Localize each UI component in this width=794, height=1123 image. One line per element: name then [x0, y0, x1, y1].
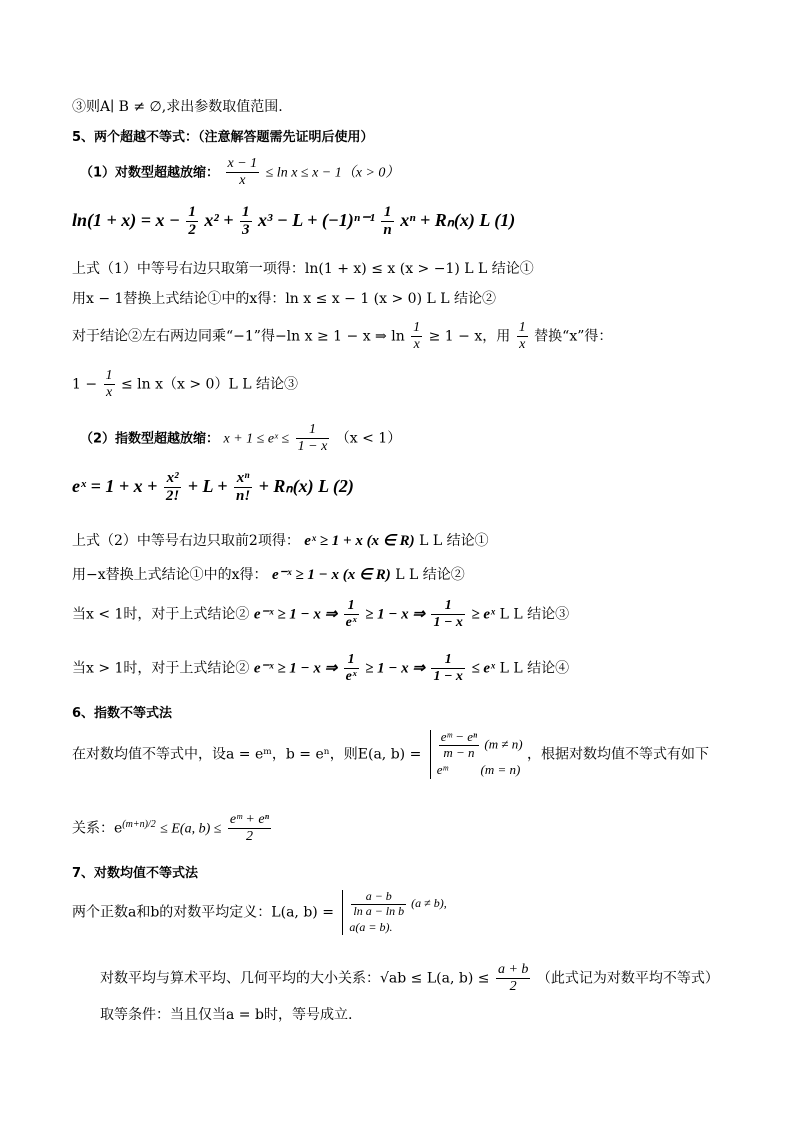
text-line: 上式（2）中等号右边只取前2项得： eˣ ≥ 1 + x (x ∈ R) L L 结论①: [72, 533, 489, 549]
text-line: 在对数均值不等式中，设a = eᵐ，b = eⁿ，则E(a, b) = $\frac{\text{eᵐ − eⁿ}}{m - n}$ (m ≠ n) eᵐ (m = n) ，根据对数均值不等式有如下: [72, 730, 709, 779]
text-line: 对于结论②左右两边同乘“−1”得−ln x ≥ 1 − x ⇒ ln $\frac{1}{x}$ ≥ 1 − x，用 $\frac{1}{x}$ 替换“x”得：: [72, 320, 613, 353]
subsection-1: [80, 156, 399, 189]
piecewise: $\frac{a - b}{\text{ln a − ln b}}$ (a ≠ b), a(a = b).: [342, 890, 446, 935]
fraction: $\frac{x - 1}{x}$: [227, 156, 258, 189]
text-line: 用x − 1替换上式结论①中的x得：ln x ≤ x − 1 (x > 0) L L 结论②: [72, 291, 496, 307]
section-heading-6: 6、指数不等式法: [72, 706, 173, 721]
equation-1: ln(1 + x) = x − $\frac{1}{2}$ x² + $\frac{1}{3}$ x³ − L + (−1)ⁿ⁻¹ $\frac{1}{n}$ xⁿ + Rₙ(x) L (1): [72, 204, 516, 239]
equation-2: eˣ = 1 + x + $\frac{\text{x²}}{2!}$ + L + $\frac{\text{xⁿ}}{n!}$ + Rₙ(x) L (2): [72, 470, 354, 505]
section-heading-7: 7、对数均值不等式法: [72, 866, 199, 881]
text-line: 当x < 1时，对于上式结论② e⁻ˣ ≥ 1 − x ⇒ $\frac{1}{\text{eˣ}}$ ≥ 1 − x ⇒ $\frac{1}{1 - x}$ ≥ eˣ L L 结论③: [72, 598, 570, 631]
text-line: 用−x替换上式结论①中的x得： e⁻ˣ ≥ 1 − x (x ∈ R) L L 结论②: [72, 567, 465, 583]
subsection-2: （2）指数型超越放缩： x + 1 ≤ eˣ ≤ $\frac{1}{1 - x}$ （x < 1）: [80, 422, 402, 455]
text-line: 1 − $\frac{1}{x}$ ≤ ln x（x > 0）L L 结论③: [72, 368, 298, 401]
section-heading-5: 5、两个超越不等式：（注意解答题需先证明后使用）: [72, 130, 374, 145]
subsection-label: （1）对数型超越放缩：: [80, 165, 220, 181]
text-line: 当x > 1时，对于上式结论② e⁻ˣ ≥ 1 − x ⇒ $\frac{1}{\text{eˣ}}$ ≥ 1 − x ⇒ $\frac{1}{1 - x}$ ≤ eˣ L L 结论④: [72, 652, 570, 685]
text-line: 对数平均与算术平均、几何平均的大小关系：√ab ≤ L(a, b) ≤ $\frac{a + b}{2}$ （此式记为对数平均不等式）: [100, 962, 719, 995]
text-line: ③则A∣ B ≠ ∅,求出参数取值范围.: [72, 99, 283, 115]
text-line: 上式（1）中等号右边只取第一项得：ln(1 + x) ≤ x (x > −1) L L 结论①: [72, 261, 534, 277]
text-line: 关系：$e^{(m+n)/2} \le E(a$, b) ≤ $\frac{\text{eᵐ + eⁿ}}{2}$: [72, 812, 269, 845]
text-line: 两个正数a和b的对数平均定义：L(a, b) = $\frac{a - b}{\text{ln a − ln b}}$ (a ≠ b), a(a = b).: [72, 889, 447, 934]
inequality: ≤ ln x ≤ x − 1（x > 0）: [265, 165, 400, 181]
piecewise: $\frac{\text{eᵐ − eⁿ}}{m - n}$ (m ≠ n) eᵐ (m = n): [430, 730, 523, 779]
text-line: 取等条件：当且仅当a = b时，等号成立.: [100, 1007, 353, 1023]
